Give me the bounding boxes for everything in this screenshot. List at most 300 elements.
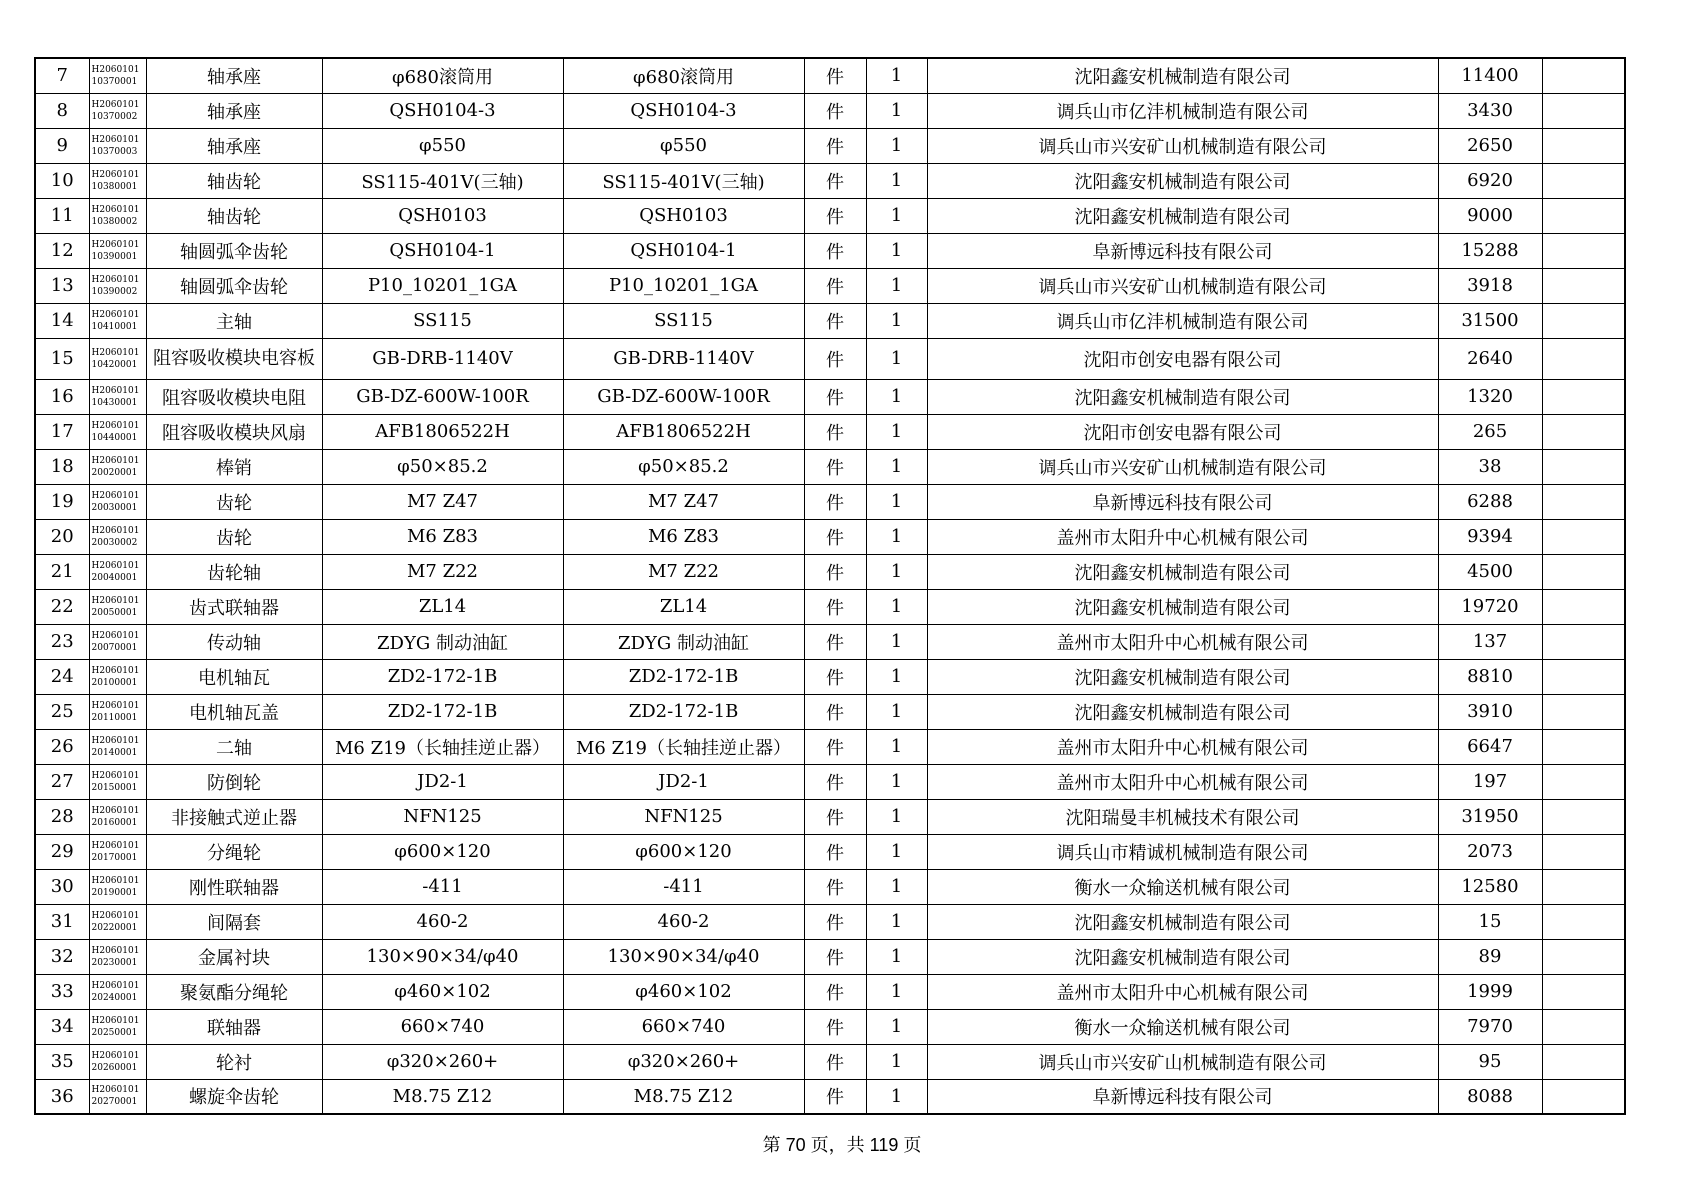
- remark-cell: [1542, 93, 1625, 128]
- model-cell: 460-2: [563, 904, 804, 939]
- part-name-cell: 轴承座: [146, 58, 322, 93]
- quantity-cell: 1: [866, 974, 927, 1009]
- remark-cell: [1542, 694, 1625, 729]
- part-name-cell: 间隔套: [146, 904, 322, 939]
- unit-cell: 件: [804, 163, 866, 198]
- part-name-cell: 轴承座: [146, 93, 322, 128]
- part-name-cell: 传动轴: [146, 624, 322, 659]
- material-code-cell: H2060101 10420001: [89, 338, 146, 379]
- specification-cell: M6 Z19（长轴挂逆止器）: [322, 729, 563, 764]
- specification-cell: ZD2-172-1B: [322, 659, 563, 694]
- unit-cell: 件: [804, 58, 866, 93]
- unit-cell: 件: [804, 268, 866, 303]
- parts-table: [34, 57, 1626, 1115]
- unit-cell: 件: [804, 338, 866, 379]
- specification-cell: QSH0104-3: [322, 93, 563, 128]
- price-cell: 8088: [1438, 1079, 1542, 1114]
- model-cell: QSH0104-3: [563, 93, 804, 128]
- specification-cell: 660×740: [322, 1009, 563, 1044]
- material-code-cell: H2060101 20160001: [89, 799, 146, 834]
- part-name-cell: 分绳轮: [146, 834, 322, 869]
- supplier-cell: 沈阳鑫安机械制造有限公司: [927, 163, 1438, 198]
- model-cell: φ320×260+: [563, 1044, 804, 1079]
- material-code-cell: H2060101 20110001: [89, 694, 146, 729]
- price-cell: 11400: [1438, 58, 1542, 93]
- table-row: [35, 939, 1625, 974]
- model-cell: SS115: [563, 303, 804, 338]
- unit-cell: 件: [804, 554, 866, 589]
- remark-cell: [1542, 1079, 1625, 1114]
- table-row: [35, 974, 1625, 1009]
- row-number-cell: 13: [35, 268, 89, 303]
- model-cell: AFB1806522H: [563, 414, 804, 449]
- specification-cell: ZDYG 制动油缸: [322, 624, 563, 659]
- price-cell: 1320: [1438, 379, 1542, 414]
- quantity-cell: 1: [866, 128, 927, 163]
- part-name-cell: 轴承座: [146, 128, 322, 163]
- price-cell: 19720: [1438, 589, 1542, 624]
- row-number-cell: 27: [35, 764, 89, 799]
- unit-cell: 件: [804, 764, 866, 799]
- remark-cell: [1542, 869, 1625, 904]
- remark-cell: [1542, 974, 1625, 1009]
- quantity-cell: 1: [866, 624, 927, 659]
- unit-cell: 件: [804, 93, 866, 128]
- supplier-cell: 阜新博远科技有限公司: [927, 233, 1438, 268]
- supplier-cell: 盖州市太阳升中心机械有限公司: [927, 974, 1438, 1009]
- quantity-cell: 1: [866, 163, 927, 198]
- table-row: [35, 694, 1625, 729]
- supplier-cell: 沈阳市创安电器有限公司: [927, 338, 1438, 379]
- supplier-cell: 沈阳鑫安机械制造有限公司: [927, 904, 1438, 939]
- supplier-cell: 沈阳市创安电器有限公司: [927, 414, 1438, 449]
- supplier-cell: 调兵山市兴安矿山机械制造有限公司: [927, 268, 1438, 303]
- model-cell: ZD2-172-1B: [563, 659, 804, 694]
- supplier-cell: 盖州市太阳升中心机械有限公司: [927, 764, 1438, 799]
- row-number-cell: 28: [35, 799, 89, 834]
- material-code-cell: H2060101 20020001: [89, 449, 146, 484]
- quantity-cell: 1: [866, 764, 927, 799]
- specification-cell: M7 Z47: [322, 484, 563, 519]
- remark-cell: [1542, 198, 1625, 233]
- specification-cell: φ680滚筒用: [322, 58, 563, 93]
- part-name-cell: 阻容吸收模块电阻: [146, 379, 322, 414]
- specification-cell: φ50×85.2: [322, 449, 563, 484]
- table-row: [35, 198, 1625, 233]
- model-cell: QSH0103: [563, 198, 804, 233]
- row-number-cell: 8: [35, 93, 89, 128]
- supplier-cell: 衡水一众输送机械有限公司: [927, 869, 1438, 904]
- part-name-cell: 主轴: [146, 303, 322, 338]
- unit-cell: 件: [804, 198, 866, 233]
- supplier-cell: 衡水一众输送机械有限公司: [927, 1009, 1438, 1044]
- quantity-cell: 1: [866, 659, 927, 694]
- part-name-cell: 轮衬: [146, 1044, 322, 1079]
- quantity-cell: 1: [866, 268, 927, 303]
- page-footer: 第 70 页，共 119 页: [762, 1135, 922, 1155]
- part-name-cell: 阻容吸收模块电容板: [146, 338, 322, 379]
- row-number-cell: 20: [35, 519, 89, 554]
- material-code-cell: H2060101 10380002: [89, 198, 146, 233]
- part-name-cell: 轴圆弧伞齿轮: [146, 268, 322, 303]
- table-row: [35, 379, 1625, 414]
- table-row: [35, 449, 1625, 484]
- quantity-cell: 1: [866, 939, 927, 974]
- supplier-cell: 沈阳鑫安机械制造有限公司: [927, 554, 1438, 589]
- specification-cell: NFN125: [322, 799, 563, 834]
- material-code-cell: H2060101 10410001: [89, 303, 146, 338]
- table-row: [35, 519, 1625, 554]
- price-cell: 8810: [1438, 659, 1542, 694]
- unit-cell: 件: [804, 939, 866, 974]
- unit-cell: 件: [804, 869, 866, 904]
- row-number-cell: 36: [35, 1079, 89, 1114]
- table-row: [35, 554, 1625, 589]
- unit-cell: 件: [804, 904, 866, 939]
- specification-cell: GB-DZ-600W-100R: [322, 379, 563, 414]
- quantity-cell: 1: [866, 519, 927, 554]
- remark-cell: [1542, 58, 1625, 93]
- specification-cell: JD2-1: [322, 764, 563, 799]
- supplier-cell: 盖州市太阳升中心机械有限公司: [927, 729, 1438, 764]
- model-cell: JD2-1: [563, 764, 804, 799]
- quantity-cell: 1: [866, 58, 927, 93]
- material-code-cell: H2060101 10440001: [89, 414, 146, 449]
- material-code-cell: H2060101 20040001: [89, 554, 146, 589]
- quantity-cell: 1: [866, 1009, 927, 1044]
- model-cell: M7 Z22: [563, 554, 804, 589]
- unit-cell: 件: [804, 484, 866, 519]
- row-number-cell: 26: [35, 729, 89, 764]
- model-cell: M8.75 Z12: [563, 1079, 804, 1114]
- table-row: [35, 764, 1625, 799]
- specification-cell: SS115-401V(三轴): [322, 163, 563, 198]
- row-number-cell: 18: [35, 449, 89, 484]
- table-body: [35, 58, 1625, 1114]
- material-code-cell: H2060101 20050001: [89, 589, 146, 624]
- material-code-cell: H2060101 20270001: [89, 1079, 146, 1114]
- model-cell: 660×740: [563, 1009, 804, 1044]
- price-cell: 7970: [1438, 1009, 1542, 1044]
- remark-cell: [1542, 414, 1625, 449]
- remark-cell: [1542, 589, 1625, 624]
- model-cell: φ680滚筒用: [563, 58, 804, 93]
- row-number-cell: 7: [35, 58, 89, 93]
- supplier-cell: 沈阳鑫安机械制造有限公司: [927, 198, 1438, 233]
- unit-cell: 件: [804, 1009, 866, 1044]
- specification-cell: φ600×120: [322, 834, 563, 869]
- unit-cell: 件: [804, 303, 866, 338]
- row-number-cell: 33: [35, 974, 89, 1009]
- table-row: [35, 834, 1625, 869]
- quantity-cell: 1: [866, 694, 927, 729]
- supplier-cell: 调兵山市兴安矿山机械制造有限公司: [927, 128, 1438, 163]
- quantity-cell: 1: [866, 93, 927, 128]
- unit-cell: 件: [804, 799, 866, 834]
- specification-cell: P10_10201_1GA: [322, 268, 563, 303]
- row-number-cell: 21: [35, 554, 89, 589]
- part-name-cell: 螺旋伞齿轮: [146, 1079, 322, 1114]
- specification-cell: ZD2-172-1B: [322, 694, 563, 729]
- price-cell: 137: [1438, 624, 1542, 659]
- part-name-cell: 防倒轮: [146, 764, 322, 799]
- price-cell: 2650: [1438, 128, 1542, 163]
- supplier-cell: 调兵山市兴安矿山机械制造有限公司: [927, 449, 1438, 484]
- model-cell: P10_10201_1GA: [563, 268, 804, 303]
- remark-cell: [1542, 163, 1625, 198]
- unit-cell: 件: [804, 449, 866, 484]
- specification-cell: M7 Z22: [322, 554, 563, 589]
- remark-cell: [1542, 379, 1625, 414]
- material-code-cell: H2060101 10390001: [89, 233, 146, 268]
- supplier-cell: 调兵山市亿沣机械制造有限公司: [927, 303, 1438, 338]
- material-code-cell: H2060101 20230001: [89, 939, 146, 974]
- model-cell: φ50×85.2: [563, 449, 804, 484]
- table-row: [35, 659, 1625, 694]
- supplier-cell: 调兵山市精诚机械制造有限公司: [927, 834, 1438, 869]
- row-number-cell: 12: [35, 233, 89, 268]
- material-code-cell: H2060101 20030001: [89, 484, 146, 519]
- model-cell: φ600×120: [563, 834, 804, 869]
- material-code-cell: H2060101 20190001: [89, 869, 146, 904]
- supplier-cell: 沈阳鑫安机械制造有限公司: [927, 694, 1438, 729]
- part-name-cell: 轴齿轮: [146, 163, 322, 198]
- remark-cell: [1542, 799, 1625, 834]
- part-name-cell: 二轴: [146, 729, 322, 764]
- unit-cell: 件: [804, 694, 866, 729]
- table-row: [35, 484, 1625, 519]
- model-cell: ZL14: [563, 589, 804, 624]
- model-cell: M6 Z83: [563, 519, 804, 554]
- model-cell: M6 Z19（长轴挂逆止器）: [563, 729, 804, 764]
- material-code-cell: H2060101 10390002: [89, 268, 146, 303]
- part-name-cell: 轴齿轮: [146, 198, 322, 233]
- price-cell: 31950: [1438, 799, 1542, 834]
- part-name-cell: 聚氨酯分绳轮: [146, 974, 322, 1009]
- quantity-cell: 1: [866, 484, 927, 519]
- table-row: [35, 1079, 1625, 1114]
- unit-cell: 件: [804, 589, 866, 624]
- row-number-cell: 24: [35, 659, 89, 694]
- table-row: [35, 303, 1625, 338]
- part-name-cell: 电机轴瓦盖: [146, 694, 322, 729]
- specification-cell: ZL14: [322, 589, 563, 624]
- model-cell: QSH0104-1: [563, 233, 804, 268]
- remark-cell: [1542, 834, 1625, 869]
- table-row: [35, 233, 1625, 268]
- supplier-cell: 沈阳鑫安机械制造有限公司: [927, 58, 1438, 93]
- part-name-cell: 阻容吸收模块风扇: [146, 414, 322, 449]
- row-number-cell: 32: [35, 939, 89, 974]
- part-name-cell: 齿式联轴器: [146, 589, 322, 624]
- supplier-cell: 阜新博远科技有限公司: [927, 484, 1438, 519]
- supplier-cell: 沈阳鑫安机械制造有限公司: [927, 939, 1438, 974]
- table-row: [35, 338, 1625, 379]
- model-cell: GB-DZ-600W-100R: [563, 379, 804, 414]
- price-cell: 89: [1438, 939, 1542, 974]
- row-number-cell: 35: [35, 1044, 89, 1079]
- unit-cell: 件: [804, 834, 866, 869]
- table-row: [35, 869, 1625, 904]
- model-cell: GB-DRB-1140V: [563, 338, 804, 379]
- quantity-cell: 1: [866, 379, 927, 414]
- table-row: [35, 268, 1625, 303]
- remark-cell: [1542, 939, 1625, 974]
- price-cell: 6288: [1438, 484, 1542, 519]
- price-cell: 197: [1438, 764, 1542, 799]
- specification-cell: M8.75 Z12: [322, 1079, 563, 1114]
- remark-cell: [1542, 1044, 1625, 1079]
- supplier-cell: 沈阳鑫安机械制造有限公司: [927, 659, 1438, 694]
- price-cell: 31500: [1438, 303, 1542, 338]
- remark-cell: [1542, 449, 1625, 484]
- table-row: [35, 624, 1625, 659]
- supplier-cell: 调兵山市兴安矿山机械制造有限公司: [927, 1044, 1438, 1079]
- quantity-cell: 1: [866, 414, 927, 449]
- supplier-cell: 盖州市太阳升中心机械有限公司: [927, 624, 1438, 659]
- unit-cell: 件: [804, 1079, 866, 1114]
- specification-cell: φ460×102: [322, 974, 563, 1009]
- price-cell: 95: [1438, 1044, 1542, 1079]
- quantity-cell: 1: [866, 338, 927, 379]
- specification-cell: 460-2: [322, 904, 563, 939]
- row-number-cell: 23: [35, 624, 89, 659]
- remark-cell: [1542, 554, 1625, 589]
- quantity-cell: 1: [866, 198, 927, 233]
- row-number-cell: 9: [35, 128, 89, 163]
- table-row: [35, 58, 1625, 93]
- row-number-cell: 22: [35, 589, 89, 624]
- material-code-cell: H2060101 20140001: [89, 729, 146, 764]
- remark-cell: [1542, 729, 1625, 764]
- price-cell: 15: [1438, 904, 1542, 939]
- material-code-cell: H2060101 10370002: [89, 93, 146, 128]
- unit-cell: 件: [804, 1044, 866, 1079]
- part-name-cell: 联轴器: [146, 1009, 322, 1044]
- material-code-cell: H2060101 20100001: [89, 659, 146, 694]
- supplier-cell: 盖州市太阳升中心机械有限公司: [927, 519, 1438, 554]
- specification-cell: QSH0103: [322, 198, 563, 233]
- material-code-cell: H2060101 10380001: [89, 163, 146, 198]
- supplier-cell: 沈阳鑫安机械制造有限公司: [927, 589, 1438, 624]
- quantity-cell: 1: [866, 589, 927, 624]
- quantity-cell: 1: [866, 1044, 927, 1079]
- table-row: [35, 163, 1625, 198]
- unit-cell: 件: [804, 414, 866, 449]
- unit-cell: 件: [804, 974, 866, 1009]
- row-number-cell: 31: [35, 904, 89, 939]
- table-row: [35, 1009, 1625, 1044]
- row-number-cell: 34: [35, 1009, 89, 1044]
- quantity-cell: 1: [866, 904, 927, 939]
- remark-cell: [1542, 128, 1625, 163]
- model-cell: M7 Z47: [563, 484, 804, 519]
- table-row: [35, 1044, 1625, 1079]
- model-cell: 130×90×34/φ40: [563, 939, 804, 974]
- specification-cell: QSH0104-1: [322, 233, 563, 268]
- remark-cell: [1542, 764, 1625, 799]
- specification-cell: φ550: [322, 128, 563, 163]
- material-code-cell: H2060101 10370003: [89, 128, 146, 163]
- material-code-cell: H2060101 10370001: [89, 58, 146, 93]
- quantity-cell: 1: [866, 1079, 927, 1114]
- quantity-cell: 1: [866, 799, 927, 834]
- price-cell: 2640: [1438, 338, 1542, 379]
- part-name-cell: 齿轮: [146, 484, 322, 519]
- remark-cell: [1542, 519, 1625, 554]
- table-row: [35, 729, 1625, 764]
- table-row: [35, 128, 1625, 163]
- row-number-cell: 19: [35, 484, 89, 519]
- unit-cell: 件: [804, 128, 866, 163]
- part-name-cell: 棒销: [146, 449, 322, 484]
- model-cell: NFN125: [563, 799, 804, 834]
- part-name-cell: 金属衬块: [146, 939, 322, 974]
- row-number-cell: 11: [35, 198, 89, 233]
- remark-cell: [1542, 659, 1625, 694]
- supplier-cell: 沈阳鑫安机械制造有限公司: [927, 379, 1438, 414]
- price-cell: 4500: [1438, 554, 1542, 589]
- quantity-cell: 1: [866, 834, 927, 869]
- specification-cell: φ320×260+: [322, 1044, 563, 1079]
- part-name-cell: 刚性联轴器: [146, 869, 322, 904]
- model-cell: SS115-401V(三轴): [563, 163, 804, 198]
- price-cell: 2073: [1438, 834, 1542, 869]
- quantity-cell: 1: [866, 233, 927, 268]
- model-cell: ZD2-172-1B: [563, 694, 804, 729]
- material-code-cell: H2060101 20240001: [89, 974, 146, 1009]
- material-code-cell: H2060101 20220001: [89, 904, 146, 939]
- price-cell: 15288: [1438, 233, 1542, 268]
- model-cell: φ550: [563, 128, 804, 163]
- specification-cell: SS115: [322, 303, 563, 338]
- row-number-cell: 10: [35, 163, 89, 198]
- part-name-cell: 轴圆弧伞齿轮: [146, 233, 322, 268]
- row-number-cell: 16: [35, 379, 89, 414]
- quantity-cell: 1: [866, 449, 927, 484]
- unit-cell: 件: [804, 729, 866, 764]
- specification-cell: M6 Z83: [322, 519, 563, 554]
- price-cell: 265: [1438, 414, 1542, 449]
- remark-cell: [1542, 233, 1625, 268]
- part-name-cell: 非接触式逆止器: [146, 799, 322, 834]
- table-row: [35, 799, 1625, 834]
- table-row: [35, 93, 1625, 128]
- supplier-cell: 阜新博远科技有限公司: [927, 1079, 1438, 1114]
- table-row: [35, 904, 1625, 939]
- remark-cell: [1542, 484, 1625, 519]
- row-number-cell: 30: [35, 869, 89, 904]
- remark-cell: [1542, 303, 1625, 338]
- unit-cell: 件: [804, 233, 866, 268]
- material-code-cell: H2060101 10430001: [89, 379, 146, 414]
- specification-cell: 130×90×34/φ40: [322, 939, 563, 974]
- quantity-cell: 1: [866, 869, 927, 904]
- part-name-cell: 电机轴瓦: [146, 659, 322, 694]
- price-cell: 9394: [1438, 519, 1542, 554]
- quantity-cell: 1: [866, 554, 927, 589]
- price-cell: 6920: [1438, 163, 1542, 198]
- table-row: [35, 589, 1625, 624]
- specification-cell: GB-DRB-1140V: [322, 338, 563, 379]
- material-code-cell: H2060101 20150001: [89, 764, 146, 799]
- price-cell: 38: [1438, 449, 1542, 484]
- quantity-cell: 1: [866, 729, 927, 764]
- table-row: [35, 414, 1625, 449]
- price-cell: 3918: [1438, 268, 1542, 303]
- material-code-cell: H2060101 20260001: [89, 1044, 146, 1079]
- row-number-cell: 25: [35, 694, 89, 729]
